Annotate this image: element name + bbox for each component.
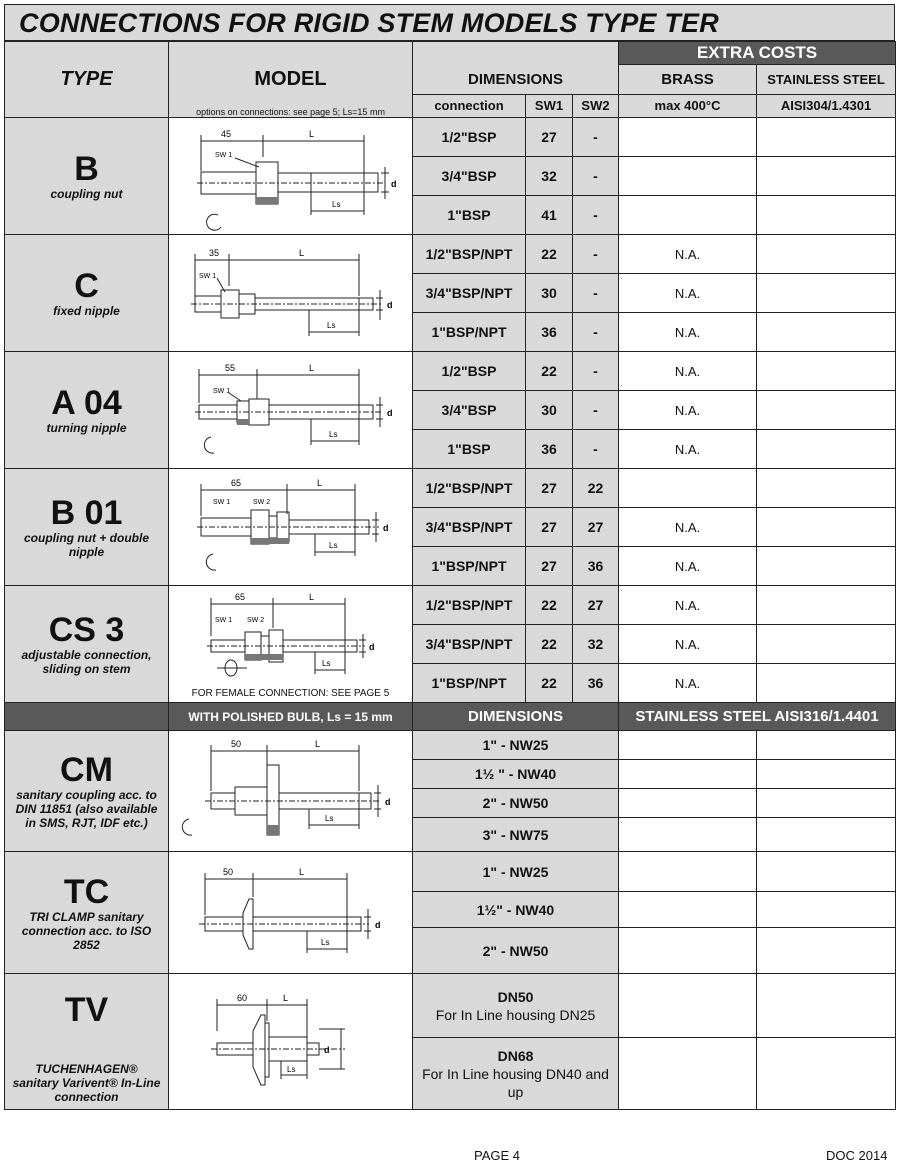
dim-a-cs3: 65 — [235, 592, 246, 602]
type-tc: TC TRI CLAMP sanitary connection acc. to ISO 2852 — [5, 852, 169, 974]
sw1-b-2: 32 — [526, 157, 573, 196]
stainless-cm-3a — [619, 789, 757, 818]
stainless-b01-3 — [757, 547, 896, 586]
sw1-c-3: 36 — [526, 313, 573, 352]
stainless-tv-2a — [619, 1038, 757, 1110]
dim-l-tv: L — [283, 992, 289, 1003]
dim-sw1-b: SW 1 — [215, 151, 233, 159]
connection-b-2: 3/4"BSP — [413, 157, 526, 196]
sw2-b01-3: 36 — [573, 547, 619, 586]
stainless-tc-2b — [757, 892, 896, 928]
size-cm-4: 3" - NW75 — [413, 818, 619, 852]
stainless-316-header: STAINLESS STEEL AISI316/1.4401 — [619, 703, 896, 731]
type-cs3: CS 3 adjustable connection, sliding on stem — [5, 586, 169, 703]
dim-ls-tc: Ls — [321, 937, 330, 947]
stainless-a04-1 — [757, 352, 896, 391]
dim-ls-b: Ls — [332, 199, 341, 209]
dim-d-tc: d — [375, 919, 381, 930]
sw2-c-2: - — [573, 274, 619, 313]
stainless-tc-2a — [619, 892, 757, 928]
sw1-cs3-2: 22 — [526, 625, 573, 664]
stainless-b01-2 — [757, 508, 896, 547]
col-connection: connection — [413, 94, 526, 117]
dim-sw1-cs3: SW 1 — [215, 617, 233, 624]
stainless-b-2 — [757, 157, 896, 196]
type-c: C fixed nipple — [5, 235, 169, 352]
drawing-tc — [169, 852, 413, 974]
sw1-b01-3: 27 — [526, 547, 573, 586]
connection-b01-1: 1/2"BSP/NPT — [413, 469, 526, 508]
brass-b01-2: N.A. — [619, 508, 757, 547]
connection-c-2: 3/4"BSP/NPT — [413, 274, 526, 313]
drawing-cs3 — [169, 586, 413, 703]
brass-c-2: N.A. — [619, 274, 757, 313]
stainless-a04-2 — [757, 391, 896, 430]
sw2-a04-2: - — [573, 391, 619, 430]
dim-ls-cm: Ls — [325, 814, 334, 823]
brass-b-3 — [619, 196, 757, 235]
connections-sheet — [4, 4, 895, 1110]
connection-c-3: 1"BSP/NPT — [413, 313, 526, 352]
dimensions-header-2: DIMENSIONS — [413, 703, 619, 731]
dim-a-tc: 50 — [223, 866, 234, 877]
stainless-tv-1b — [757, 974, 896, 1038]
type-header: TYPE — [5, 42, 169, 118]
sw1-b-3: 41 — [526, 196, 573, 235]
brass-cs3-2: N.A. — [619, 625, 757, 664]
brass-c-1: N.A. — [619, 235, 757, 274]
female-connection-note: FOR FEMALE CONNECTION: SEE PAGE 5 — [191, 688, 390, 699]
sanitary-type-header — [5, 703, 169, 731]
type-b01: B 01 coupling nut + double nipple — [5, 469, 169, 586]
stainless-cm-3b — [757, 789, 896, 818]
stainless-tv-1a — [619, 974, 757, 1038]
dim-ls-c: Ls — [327, 320, 336, 330]
drawing-tv — [169, 974, 413, 1110]
col-sw1: SW1 — [526, 94, 573, 117]
brass-b-2 — [619, 157, 757, 196]
dim-l-tc: L — [299, 866, 305, 877]
type-cm: CM sanitary coupling acc. to DIN 11851 (also available in SMS, RJT, IDF etc.) — [5, 731, 169, 852]
model-header: MODEL options on connections: see page 5; Ls=15 mm — [169, 42, 413, 118]
sw2-b01-1: 22 — [573, 469, 619, 508]
brass-a04-3: N.A. — [619, 430, 757, 469]
brass-c-3: N.A. — [619, 313, 757, 352]
type-tv: TV TUCHENHAGEN® sanitary Varivent® In-Line connection — [5, 974, 169, 1110]
stainless-cm-2a — [619, 760, 757, 789]
brass-a04-2: N.A. — [619, 391, 757, 430]
connections-table — [4, 41, 896, 1110]
stainless-sub: AISI304/1.4301 — [757, 94, 896, 117]
drawing-b — [169, 118, 413, 235]
dim-ls-tv: Ls — [287, 1064, 296, 1074]
stainless-tc-3a — [619, 928, 757, 974]
dim-d-cm: d — [385, 797, 391, 807]
connection-a04-1: 1/2"BSP — [413, 352, 526, 391]
brass-b01-3: N.A. — [619, 547, 757, 586]
connection-cs3-1: 1/2"BSP/NPT — [413, 586, 526, 625]
dim-sw1-c: SW 1 — [199, 272, 217, 280]
dim-a-tv: 60 — [237, 992, 248, 1003]
sw1-a04-1: 22 — [526, 352, 573, 391]
polished-bulb-header: WITH POLISHED BULB, Ls = 15 mm — [169, 703, 413, 731]
type-a04: A 04 turning nipple — [5, 352, 169, 469]
sw1-cs3-3: 22 — [526, 664, 573, 703]
brass-cs3-3: N.A. — [619, 664, 757, 703]
dim-ls-a04: Ls — [329, 429, 338, 439]
dim-sw2-cs3: SW 2 — [247, 617, 265, 624]
dim-l-b: L — [309, 128, 315, 139]
sw1-c-1: 22 — [526, 235, 573, 274]
sw2-cs3-1: 27 — [573, 586, 619, 625]
size-cm-2: 1½ " - NW40 — [413, 760, 619, 789]
dim-d-b01: d — [383, 522, 389, 533]
connection-c-1: 1/2"BSP/NPT — [413, 235, 526, 274]
stainless-b-1 — [757, 118, 896, 157]
brass-b-1 — [619, 118, 757, 157]
page-title: CONNECTIONS FOR RIGID STEM MODELS TYPE TER — [4, 4, 895, 41]
dim-sw1-b01: SW 1 — [213, 498, 231, 506]
brass-b01-1 — [619, 469, 757, 508]
size-tc-2: 1½" - NW40 — [413, 892, 619, 928]
sw2-cs3-2: 32 — [573, 625, 619, 664]
dim-l-cm: L — [315, 739, 321, 749]
dim-ls-b01: Ls — [329, 540, 338, 550]
sw2-b-3: - — [573, 196, 619, 235]
sw1-a04-2: 30 — [526, 391, 573, 430]
sw2-c-1: - — [573, 235, 619, 274]
connection-a04-2: 3/4"BSP — [413, 391, 526, 430]
stainless-b-3 — [757, 196, 896, 235]
sw1-b01-1: 27 — [526, 469, 573, 508]
brass-header: BRASS — [619, 65, 757, 95]
dim-ls-cs3: Ls — [322, 659, 331, 668]
dim-a-b01: 65 — [231, 477, 242, 488]
sw1-c-2: 30 — [526, 274, 573, 313]
size-tv-1: DN50 For In Line housing DN25 — [413, 974, 619, 1038]
stainless-a04-3 — [757, 430, 896, 469]
dim-l-a04: L — [309, 362, 315, 373]
col-sw2: SW2 — [573, 94, 619, 117]
stainless-c-1 — [757, 235, 896, 274]
stainless-tc-1b — [757, 852, 896, 892]
stainless-cm-1b — [757, 731, 896, 760]
stainless-cm-2b — [757, 760, 896, 789]
dim-sw2-b01: SW 2 — [253, 498, 271, 506]
dim-d-c: d — [387, 299, 393, 310]
connection-b-3: 1"BSP — [413, 196, 526, 235]
stainless-cs3-1 — [757, 586, 896, 625]
stainless-b01-1 — [757, 469, 896, 508]
dim-a-cm: 50 — [231, 739, 242, 749]
type-b: B coupling nut — [5, 118, 169, 235]
dim-d-cs3: d — [369, 642, 375, 652]
connection-cs3-3: 1"BSP/NPT — [413, 664, 526, 703]
dim-l-b01: L — [317, 477, 323, 488]
sw1-cs3-1: 22 — [526, 586, 573, 625]
brass-cs3-1: N.A. — [619, 586, 757, 625]
sw2-a04-3: - — [573, 430, 619, 469]
dim-a-b: 45 — [221, 128, 232, 139]
doc-year: DOC 2014 — [826, 1148, 888, 1163]
brass-sub: max 400°C — [619, 94, 757, 117]
sw2-a04-1: - — [573, 352, 619, 391]
connection-b01-3: 1"BSP/NPT — [413, 547, 526, 586]
extra-costs-header: EXTRA COSTS — [619, 42, 896, 65]
stainless-cm-4b — [757, 818, 896, 852]
dim-a-c: 35 — [209, 247, 220, 258]
dimensions-header: DIMENSIONS — [413, 65, 619, 95]
drawing-cm — [169, 731, 413, 852]
dim-a-a04: 55 — [225, 362, 236, 373]
dim-l-cs3: L — [309, 592, 315, 602]
drawing-c — [169, 235, 413, 352]
stainless-header: STAINLESS STEEL — [757, 65, 896, 95]
connection-b-1: 1/2"BSP — [413, 118, 526, 157]
brass-a04-1: N.A. — [619, 352, 757, 391]
stainless-cs3-3 — [757, 664, 896, 703]
connection-a04-3: 1"BSP — [413, 430, 526, 469]
dim-d-a04: d — [387, 407, 393, 418]
sw1-a04-3: 36 — [526, 430, 573, 469]
stainless-cm-4a — [619, 818, 757, 852]
connection-cs3-2: 3/4"BSP/NPT — [413, 625, 526, 664]
sw2-c-3: - — [573, 313, 619, 352]
dim-sw1-a04: SW 1 — [213, 387, 231, 395]
size-tc-1: 1" - NW25 — [413, 852, 619, 892]
size-tv-2: DN68 For In Line housing DN40 and up — [413, 1038, 619, 1110]
stainless-tc-1a — [619, 852, 757, 892]
dim-d-tv: d — [324, 1044, 330, 1055]
size-cm-3: 2" - NW50 — [413, 789, 619, 818]
sw1-b-1: 27 — [526, 118, 573, 157]
stainless-c-3 — [757, 313, 896, 352]
drawing-a04 — [169, 352, 413, 469]
sw2-b01-2: 27 — [573, 508, 619, 547]
dim-d-b: d — [391, 178, 397, 189]
connection-b01-2: 3/4"BSP/NPT — [413, 508, 526, 547]
sw2-b-2: - — [573, 157, 619, 196]
stainless-tc-3b — [757, 928, 896, 974]
stainless-cm-1a — [619, 731, 757, 760]
dim-l-c: L — [299, 247, 305, 258]
sw2-cs3-3: 36 — [573, 664, 619, 703]
stainless-cs3-2 — [757, 625, 896, 664]
model-note: options on connections: see page 5; Ls=15 mm — [196, 107, 385, 117]
size-cm-1: 1" - NW25 — [413, 731, 619, 760]
page-number: PAGE 4 — [474, 1148, 521, 1163]
sw1-b01-2: 27 — [526, 508, 573, 547]
drawing-b01 — [169, 469, 413, 586]
size-tc-3: 2" - NW50 — [413, 928, 619, 974]
stainless-c-2 — [757, 274, 896, 313]
stainless-tv-2b — [757, 1038, 896, 1110]
sw2-b-1: - — [573, 118, 619, 157]
